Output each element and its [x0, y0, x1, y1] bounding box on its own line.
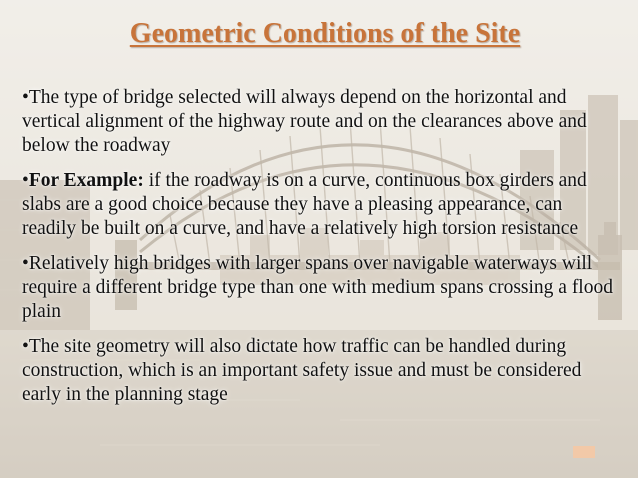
bullet-item [22, 335, 618, 407]
bullet-item [22, 252, 618, 324]
bullet-marker: • [22, 336, 29, 357]
bullet-text: if the roadway is on a curve, continuous box girders and slabs are a good choice because they have a pleasing appearance, can readily be built on a curve, and have a relatively high torsion resistance [22, 170, 587, 239]
slide-title: Geometric Conditions of the Site [129, 18, 521, 49]
bullet-text: The site geometry will also dictate how traffic can be handled during construction, which is an important safety issue and must be considered early in the planning stage [22, 336, 582, 405]
bullet-item [22, 86, 618, 158]
bullet-text: The type of bridge selected will always depend on the horizontal and vertical alignment of the highway route and on the clearances above and below the roadway [22, 87, 587, 156]
bullet-item [22, 169, 618, 241]
bullet-text: Relatively high bridges with larger spans over navigable waterways will require a different bridge type than one with medium spans crossing a flood plain [22, 253, 613, 322]
bullet-marker: • [22, 87, 29, 108]
bullet-lead: For Example: [28, 170, 144, 191]
bullet-marker: • [22, 170, 29, 191]
corner-accent-box [573, 446, 595, 458]
bullet-list [22, 86, 618, 418]
bullet-marker: • [22, 253, 29, 274]
